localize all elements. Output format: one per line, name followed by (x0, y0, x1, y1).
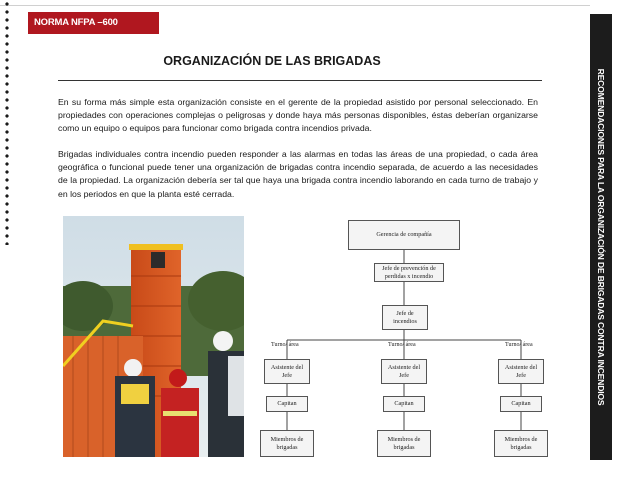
box-capitan-2: Capitan (383, 396, 425, 412)
title-rule (58, 80, 542, 81)
box-asistente-1: Asistente del Jefe (264, 359, 310, 384)
box-miembros-2: Miembros de brigadas (377, 430, 431, 457)
box-jefe-incendios: Jefe de incendios (382, 305, 428, 330)
box-miembros-3: Miembros de brigadas (494, 430, 548, 457)
box-gerencia: Gerencia de compañía (348, 220, 460, 250)
paragraph-1: En su forma más simple esta organización consiste en el gerente de la propiedad asistido por personal seleccionado. En propiedades con operaciones complejas o peligrosas y donde haya más personas disponibles, éstas deberían organizarse como un equipo o equipos para funcionar como brigada contra incendios privada. (58, 97, 538, 134)
top-divider (0, 5, 590, 6)
vertical-sidebar (590, 14, 612, 460)
box-capitan-1: Capitan (266, 396, 308, 412)
box-capitan-3: Capitan (500, 396, 542, 412)
turno-label-1: Turno/ área (271, 342, 299, 348)
box-asistente-3: Asistente del Jefe (498, 359, 544, 384)
box-asistente-2: Asistente del Jefe (381, 359, 427, 384)
box-jefe-prevencion: Jefe de prevención de perdidas x incendio (374, 263, 444, 282)
sidebar-title: RECOMENDACIONES PARA LA ORGANIZACIÓN DE BRIGADAS CONTRA INCENDIOS (596, 68, 606, 406)
box-miembros-1: Miembros de brigadas (260, 430, 314, 457)
dotted-border-decoration (4, 0, 10, 245)
brigade-org-chart (244, 214, 584, 464)
turno-label-3: Turno/ área (505, 342, 533, 348)
paragraph-2: Brigadas individuales contra incendio pueden responder a las alarmas en todas las áreas de una propiedad, o cada área geográfica o funcional puede tener una organización de brigadas contra incendio separada, de acuerdo a las necesidades de la propiedad. La organización debería ser tal que haya una brigada contra incendio laborando en cada turno de trabajo y en los periodos en que la planta esté cerrada. (58, 149, 538, 199)
page-title: ORGANIZACIÓN DE LAS BRIGADAS (163, 54, 381, 68)
norma-tag: NORMA NFPA –600 (28, 12, 159, 34)
org-chart-connectors (244, 214, 584, 464)
firefighters-photo (63, 216, 244, 457)
turno-label-2: Turno/ área (388, 342, 416, 348)
